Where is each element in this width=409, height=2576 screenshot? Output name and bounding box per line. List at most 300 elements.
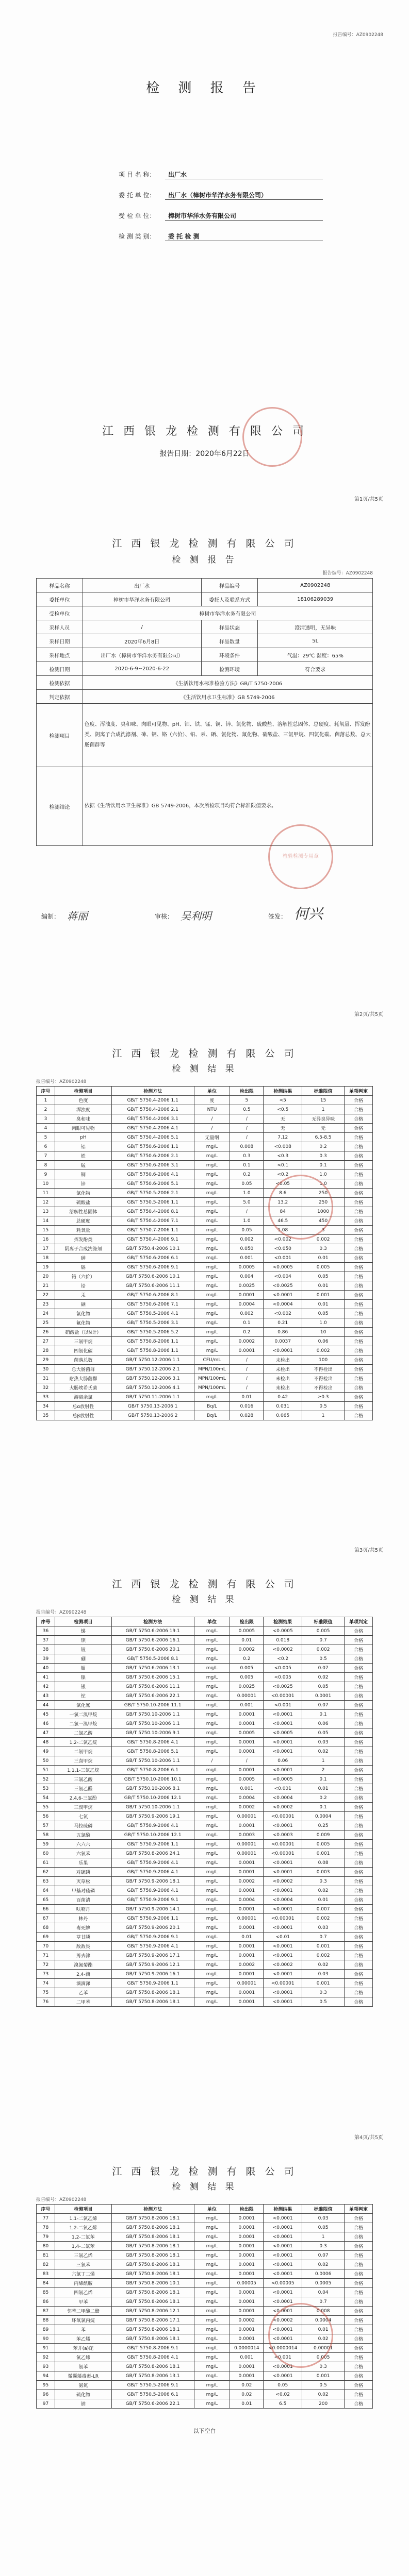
table-header-row [37,1617,373,1626]
table-cell: 合格 [345,2371,373,2381]
table-cell: 0.3 [302,1151,345,1161]
table-cell: / [230,1374,264,1383]
table-row [37,2242,373,2251]
page-number: 第3页/共5页 [354,1548,383,1553]
table-cell: 耗氧量 [55,1226,111,1235]
cover-field-value: 委 托 检 测 [165,232,323,241]
table-row [37,1979,373,1988]
table-cell: 22 [37,1291,55,1300]
table-header-row [37,2205,373,2214]
table-cell: 0.004 [230,1272,264,1281]
table-cell: mg/L [194,1793,230,1803]
table-cell: <0.002 [264,1235,302,1244]
table-cell: 0.02 [302,2260,345,2269]
table-cell: 合格 [345,1868,373,1877]
table-cell: 0.007 [302,1905,345,1914]
table-cell: 41 [37,1673,55,1682]
table-cell: mg/L [194,1877,230,1886]
table-cell: 0.002 [302,1645,345,1654]
info-label: 环境条件 [201,648,258,662]
table-cell: 浑浊度 [55,1105,111,1114]
table-cell: 溶解性总固体 [55,1207,111,1216]
table-cell: 0.0005 [230,1626,264,1636]
table-cell: 43 [37,1691,55,1701]
table-cell: mg/L [194,1664,230,1673]
table-cell: 马拉硫磷 [55,1821,111,1831]
table-cell: mg/L [194,1626,230,1636]
column-header: 序号 [37,1617,55,1626]
table-cell: GB/T 5750.10-2006 10.1 [111,1775,194,1784]
table-cell: 46 [37,1719,55,1728]
table-cell: mg/L [194,1933,230,1942]
table-cell: <0.0003 [264,1831,302,1840]
table-cell: 无 [264,1114,302,1124]
table-row [37,1096,373,1105]
table-cell: <0.0001 [264,1821,302,1831]
table-cell: 3 [37,1114,55,1124]
table-cell: 硼 [55,1654,111,1664]
table-cell: <0.050 [264,1244,302,1253]
table-cell: 0.04 [302,2288,345,2297]
table-cell: GB/T 5750.12-2006 4.1 [111,1383,194,1393]
table-row [37,1821,373,1831]
table-cell: 镉 [55,1263,111,1272]
table-cell: 55 [37,1803,55,1812]
table-cell: 1.0 [302,1170,345,1179]
table-cell: <0.0005 [264,1626,302,1636]
table-cell: 合格 [345,1281,373,1291]
table-cell: 合格 [345,1253,373,1263]
table-cell: <0.0001 [264,1738,302,1747]
table-cell: 0.002 [230,1235,264,1244]
table-cell: 65 [37,1895,55,1905]
table-cell: 合格 [345,1318,373,1328]
table-cell: 氯化物 [55,1189,111,1198]
table-cell: <0.0001 [264,2307,302,2316]
table-cell: mg/L [194,1979,230,1988]
table-cell: 莠去津 [55,1951,111,1960]
table-cell: mg/L [194,1189,230,1198]
table-cell: 1 [302,1411,345,1420]
table-cell: 0.002 [302,1951,345,1960]
table-cell: 合格 [345,1997,373,2007]
table-cell: 21 [37,1281,55,1291]
table-cell: mg/L [194,1923,230,1933]
table-cell: GB/T 5750.13-2006 2 [111,1411,194,1420]
table-cell: mg/L [194,1300,230,1309]
table-cell: 合格 [345,1365,373,1374]
table-cell: 总β放射性 [55,1411,111,1420]
table-cell: GB/T 5750.6-2006 10.1 [111,1272,194,1281]
table-cell: <0.0001 [264,1346,302,1355]
table-cell: GB/T 5750.5-2006 8.1 [111,1654,194,1664]
page-number: 第2页/共5页 [354,1012,383,1018]
table-row [37,1886,373,1895]
table-cell: 合格 [345,1151,373,1161]
table-cell: 合格 [345,1355,373,1365]
table-cell: 合格 [345,1756,373,1766]
table-cell: GB/T 5750.8-2006 13.1 [111,2371,194,2381]
table-cell: <0.2 [264,1170,302,1179]
table-cell: mg/L [194,1868,230,1877]
table-row [37,1877,373,1886]
table-cell: 呋喃丹 [55,1905,111,1914]
table-cell: <0.01 [264,1933,302,1942]
table-cell: 0.0001 [230,1710,264,1719]
table-cell: 25 [37,1318,55,1328]
table-cell: 合格 [345,1346,373,1355]
table-cell: mg/L [194,1654,230,1664]
table-cell: 62 [37,1868,55,1877]
table-cell: <0.0001 [264,1766,302,1775]
info-value: 出厂水（樟树市华洋水务有限公司） [83,648,201,662]
table-cell: mg/L [194,1812,230,1821]
table-cell: 0.00001 [230,1840,264,1849]
table-cell: 66 [37,1905,55,1914]
table-cell: 32 [37,1383,55,1393]
table-cell: 16 [37,1235,55,1244]
table-cell: 0.0001 [230,2232,264,2242]
table-cell: GB/T 5750.8-2006 9.1 [111,2344,194,2353]
table-cell: GB/T 5750.9-2006 1.1 [111,1840,194,1849]
table-cell: 铅 [55,1281,111,1291]
table-cell: GB/T 5750.8-2006 4.1 [111,2353,194,2362]
table-cell: 0.0001 [230,2251,264,2260]
table-cell: 78 [37,2223,55,2232]
table-cell: <0.001 [264,1253,302,1263]
table-cell: mg/L [194,1701,230,1710]
table-cell: GB/T 5750.10-2006 11.1 [111,1701,194,1710]
table-cell: 96 [37,2390,55,2399]
table-cell: GB/T 5750.8-2006 12.1 [111,2307,194,2316]
table-cell: 溴氰菊酯 [55,1960,111,1970]
table-cell: mg/L [194,1775,230,1784]
table-cell: 13 [37,1207,55,1216]
table-cell: 58 [37,1831,55,1840]
info-label: 样品编号 [201,579,258,592]
table-cell: 0.009 [302,1831,345,1840]
table-cell: 0.03 [302,1970,345,1979]
table-cell: GB/T 5750.8-2006 6.1 [111,1766,194,1775]
table-cell: 0.0004 [230,1300,264,1309]
table-cell: 35 [37,1411,55,1420]
table-cell: 合格 [345,1840,373,1849]
table-cell: GB/T 5750.5-2006 4.1 [111,1309,194,1318]
table-row [37,1337,373,1346]
info-label: 样品状态 [201,620,258,634]
table-cell: 27 [37,1337,55,1346]
table-cell: GB/T 5750.6-2006 22.1 [111,1691,194,1701]
table-cell: 9 [37,1170,55,1179]
table-cell: 合格 [345,1682,373,1691]
table-cell: 57 [37,1821,55,1831]
table-cell: 合格 [345,1784,373,1793]
table-cell: mg/L [194,1309,230,1318]
table-cell: GB/T 5750.6-2006 9.1 [111,1263,194,1272]
info-label: 采样日期 [37,634,83,648]
table-cell: 81 [37,2251,55,2260]
table-cell: 0.01 [302,1895,345,1905]
table-cell: 0.0005 [230,1728,264,1738]
table-cell: 0.00001 [302,2344,345,2353]
table-cell: 合格 [345,2307,373,2316]
table-cell: 合格 [345,1161,373,1170]
table-cell: 合格 [345,2316,373,2325]
table-cell: GB/T 5750.8-2006 17.1 [111,2316,194,2325]
table-cell: GB/T 5750.9-2006 16.1 [111,1970,194,1979]
table-cell: 林丹 [55,1914,111,1923]
table-cell: mg/L [194,1207,230,1216]
table-cell: <0.0025 [264,1281,302,1291]
table-cell: GB/T 5750.8-2006 24.1 [111,1849,194,1858]
table-cell: 0.1 [302,1775,345,1784]
table-cell: 6.5-8.5 [302,1133,345,1142]
column-header: 检测方法 [111,2205,194,2214]
table-cell: NTU [194,1105,230,1114]
table-cell: <0.0001 [264,2269,302,2279]
table-cell: GB/T 5750.8-2006 18.1 [111,2334,194,2344]
table-cell: GB/T 5750.9-2006 19.1 [111,1812,194,1821]
cover-field-label: 检 测 类 别： [119,233,156,240]
table-cell: 0.0001 [230,2260,264,2269]
table-cell: <0.00001 [264,1849,302,1858]
table-cell: 0.03 [302,1738,345,1747]
table-row [37,1942,373,1951]
table-cell: 0.0001 [230,1346,264,1355]
info-label: 样品数量 [201,634,258,648]
column-header: 序号 [37,1087,55,1096]
column-header: 单项判定 [345,2205,373,2214]
table-cell: 2 [37,1105,55,1114]
table-row [37,1263,373,1272]
column-header: 单位 [194,1087,230,1096]
info-value: 2020年6月8日 [83,634,201,648]
table-cell: 8 [37,1161,55,1170]
column-header: 检测结果 [264,1087,302,1096]
table-cell: 1,1-二氯乙烯 [55,2214,111,2223]
table-row [37,1272,373,1281]
table-cell: 40 [37,1664,55,1673]
table-cell: 合格 [345,2251,373,2260]
table-cell: 氰化物 [55,1309,111,1318]
table-cell: 0.06 [302,1719,345,1728]
table-row [37,2288,373,2297]
table-cell: GB/T 5750.10-2006 1.1 [111,1710,194,1719]
table-cell: 0.0001 [230,1951,264,1960]
table-cell: 0.0001 [230,1997,264,2007]
table-cell: mg/L [194,2269,230,2279]
table-cell: 合格 [345,1701,373,1710]
table-cell: 0.0001 [230,1291,264,1300]
table-cell: 0.002 [230,1309,264,1318]
table-cell: / [194,1124,230,1133]
table-cell: 29 [37,1355,55,1365]
table-cell: <0.0001 [264,2232,302,2242]
table-cell: GB/T 5750.5-2006 9.1 [111,2381,194,2390]
table-cell: 总α放射性 [55,1402,111,1411]
table-cell: 乐果 [55,1858,111,1868]
table-cell: 0.0001 [302,1691,345,1701]
table-cell: 二甲苯 [55,1997,111,2007]
results-title: 检 测 结 果 [172,2182,237,2192]
table-cell: <0.0001 [264,2223,302,2232]
table-cell: 合格 [345,1821,373,1831]
table-cell: 合格 [345,2353,373,2362]
table-cell: 97 [37,2399,55,2409]
table-cell: 合格 [345,1263,373,1272]
table-cell: 1.0 [302,1179,345,1189]
table-cell: mg/L [194,1673,230,1682]
table-cell: mg/L [194,2325,230,2334]
column-header: 检出限 [230,2205,264,2214]
table-cell: GB/T 5750.6-2006 7.1 [111,1300,194,1309]
info-report-no: 报告编号：AZ0902248 [322,571,373,576]
table-cell: mg/L [194,1970,230,1979]
cover-field [119,232,335,242]
table-cell: <0.005 [264,1673,302,1682]
cover-field-label: 项 目 名 称： [119,171,156,178]
table-cell: 0.0001 [230,1747,264,1756]
table-cell: 51 [37,1766,55,1775]
table-cell: 1,2-二氯乙烷 [55,1738,111,1747]
table-cell: 72 [37,1960,55,1970]
table-cell: 合格 [345,2232,373,2242]
table-cell: / [230,1114,264,1124]
table-cell: GB/T 5750.8-2006 18.1 [111,2223,194,2232]
table-cell: 合格 [345,1858,373,1868]
table-cell: GB/T 5750.6-2006 8.1 [111,1291,194,1300]
column-header: 检测结果 [264,1617,302,1626]
table-cell: 无异臭异味 [302,1114,345,1124]
table-cell: 合格 [345,1803,373,1812]
table-cell: 硫化物 [55,2390,111,2399]
table-cell: GB/T 5750.8-2006 5.1 [111,1747,194,1756]
table-cell: 三溴甲烷 [55,1803,111,1812]
table-cell: 88 [37,2316,55,2325]
table-cell: Bq/L [194,1411,230,1420]
table-cell: mg/L [194,1905,230,1914]
table-cell: 70 [37,1942,55,1951]
table-cell: 合格 [345,1775,373,1784]
table-cell: 11 [37,1189,55,1198]
table-cell: 阴离子合成洗涤剂 [55,1244,111,1253]
table-row [37,634,373,648]
table-cell: 0.005 [230,1673,264,1682]
table-row [37,606,373,620]
table-cell: 1,2-二氯苯 [55,2232,111,2242]
table-row [37,1151,373,1161]
table-cell: 0.003 [302,1868,345,1877]
table-row [37,1895,373,1905]
table-cell: 0.05 [302,1309,345,1318]
table-cell: 不得检出 [302,1374,345,1383]
table-cell: 敌敌畏 [55,1942,111,1951]
table-cell: <0.001 [264,1701,302,1710]
table-cell: 铬（六价） [55,1272,111,1281]
table-cell: 钠 [55,2399,111,2409]
table-cell: 合格 [345,1133,373,1142]
table-cell: 合格 [345,1654,373,1664]
table-row [37,1831,373,1840]
table-row [37,1933,373,1942]
table-cell: 0.0000014 [230,2344,264,2353]
table-cell: ≥0.3 [302,1393,345,1402]
table-row [37,1784,373,1793]
table-cell: mg/L [194,1291,230,1300]
table-cell: GB/T 5750.6-2006 15.1 [111,1673,194,1682]
table-cell: 2,4,6-三氯酚 [55,1793,111,1803]
table-cell: 48 [37,1738,55,1747]
table-cell: <0.0001 [264,2362,302,2371]
table-cell: / [230,1756,264,1766]
table-cell: 0.86 [264,1328,302,1337]
table-cell: mg/L [194,1849,230,1858]
table-cell: pH [55,1133,111,1142]
table-cell: 1,1,1-三氯乙烷 [55,1766,111,1775]
table-cell: GB/T 5750.10-2006 9.1 [111,1728,194,1738]
table-cell: 耐热大肠菌群 [55,1374,111,1383]
table-cell: 合格 [345,1728,373,1738]
table-cell: 82 [37,2260,55,2269]
table-cell: <0.005 [264,1664,302,1673]
table-cell: 56 [37,1812,55,1821]
table-cell: <0.0005 [264,1728,302,1738]
table-cell: mg/L [194,1226,230,1235]
table-cell: 0.02 [302,1960,345,1970]
table-cell: 5.0 [230,1198,264,1207]
table-row [37,1719,373,1728]
table-cell: mg/L [194,1216,230,1226]
table-row [37,1673,373,1682]
table-cell: 7 [37,1151,55,1161]
table-cell: 不得检出 [302,1383,345,1393]
table-row [37,1664,373,1673]
table-cell: mg/L [194,1198,230,1207]
table-row [37,1840,373,1849]
table-cell: <0.0001 [264,2325,302,2334]
table-row [37,2232,373,2242]
table-cell: 0.0005 [230,1775,264,1784]
table-cell: 7.12 [264,1133,302,1142]
table-cell: GB/T 5750.6-2006 1.1 [111,1142,194,1151]
table-cell: 3 [302,1226,345,1235]
table-cell: 0.005 [302,1840,345,1849]
info-label: 样品名称 [37,579,83,592]
table-cell: GB/T 5750.8-2006 18.1 [111,1997,194,2007]
table-cell: 34 [37,1402,55,1411]
table-cell: 30 [37,1365,55,1374]
table-cell: 0.0001 [230,1970,264,1979]
table-cell: 锰 [55,1161,111,1170]
table-cell: mg/L [194,1914,230,1923]
table-cell: mg/L [194,1766,230,1775]
table-row [37,1849,373,1858]
results-report-no: 报告编号：AZ0902248 [36,1610,87,1615]
info-value: 出厂水 [83,579,201,592]
info-label: 检测日期 [37,662,83,676]
info-label: 采样人员 [37,620,83,634]
table-cell: 0.0001 [230,1766,264,1775]
column-header: 检测项目 [55,1087,111,1096]
table-cell: 合格 [345,1300,373,1309]
table-cell: 0.05 [302,1682,345,1691]
table-cell: 0.0001 [230,1905,264,1914]
table-cell: 0.1 [230,1161,264,1170]
table-cell: 0.02 [230,2390,264,2399]
table-cell: 0.5 [302,1997,345,2007]
table-row [37,1374,373,1383]
table-cell: 63 [37,1877,55,1886]
